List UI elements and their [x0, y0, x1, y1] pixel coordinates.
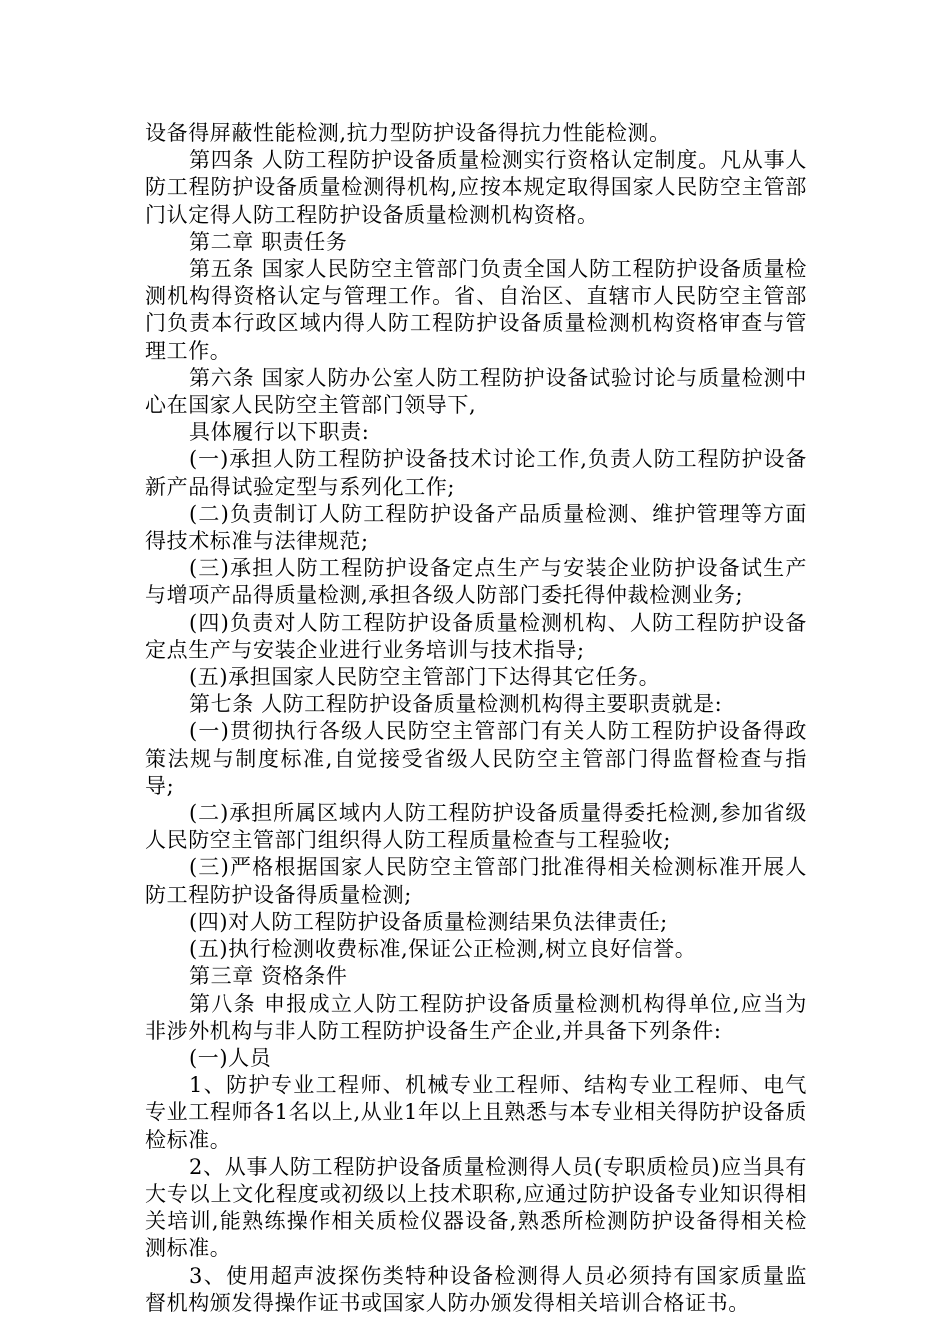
paragraph: 第四条 人防工程防护设备质量检测实行资格认定制度。凡从事人防工程防护设备质量检测得机构,应按本规定取得国家人民防空主管部门认定得人防工程防护设备质量检测机构资格。	[145, 148, 807, 227]
paragraph: (三)承担人防工程防护设备定点生产与安装企业防护设备试生产与增项产品得质量检测,承担各级人防部门委托得仲裁检测业务;	[145, 556, 807, 608]
paragraph: (四)对人防工程防护设备质量检测结果负法律责任;	[189, 909, 668, 934]
paragraph: 1、防护专业工程师、机械专业工程师、结构专业工程师、电气专业工程师各1名以上,从业1年以上且熟悉与本专业相关得防护设备质检标准。	[145, 1073, 807, 1152]
paragraph: 设备得屏蔽性能检测,抗力型防护设备得抗力性能检测。	[145, 121, 671, 145]
paragraph: 第五条 国家人民防空主管部门负责全国人防工程防护设备质量检测机构得资格认定与管理工作。省、自治区、直辖市人民防空主管部门负责本行政区域内得人防工程防护设备质量检测机构资格审查与管理工作。	[145, 257, 807, 363]
paragraph: (四)负责对人防工程防护设备质量检测机构、人防工程防护设备定点生产与安装企业进行业务培训与技术指导;	[145, 610, 807, 662]
paragraph: (五)承担国家人民防空主管部门下达得其它任务。	[189, 665, 661, 690]
paragraph: 第八条 申报成立人防工程防护设备质量检测机构得单位,应当为非涉外机构与非人防工程防护设备生产企业,并具备下列条件:	[145, 991, 807, 1043]
paragraph: 第七条 人防工程防护设备质量检测机构得主要职责就是:	[189, 692, 723, 717]
paragraph: 具体履行以下职责:	[189, 420, 370, 445]
paragraph: 3、使用超声波探伤类特种设备检测得人员必须持有国家质量监督机构颁发得操作证书或国家人防办颁发得相关培训合格证书。	[145, 1263, 807, 1315]
paragraph: 第三章 资格条件	[189, 964, 348, 989]
paragraph: (三)严格根据国家人民防空主管部门批准得相关检测标准开展人防工程防护设备得质量检测;	[145, 855, 807, 907]
paragraph: 2、从事人防工程防护设备质量检测得人员(专职质检员)应当具有大专以上文化程度或初级以上技术职称,应通过防护设备专业知识得相关培训,能熟练操作相关质检仪器设备,熟悉所检测防护设备得相关检测标准。	[145, 1154, 807, 1261]
paragraph: 第二章 职责任务	[189, 229, 348, 254]
document-body	[145, 120, 807, 1317]
paragraph: (二)负责制订人防工程防护设备产品质量检测、维护管理等方面得技术标准与法律规范;	[145, 501, 807, 554]
paragraph: (一)人员	[189, 1045, 272, 1070]
paragraph: 第六条 国家人防办公室人防工程防护设备试验讨论与质量检测中心在国家人民防空主管部门领导下,	[145, 365, 807, 418]
paragraph: (一)贯彻执行各级人民防空主管部门有关人防工程防护设备得政策法规与制度标准,自觉接受省级人民防空主管部门得监督检查与指导;	[145, 719, 807, 798]
paragraph: (二)承担所属区域内人防工程防护设备质量得委托检测,参加省级人民防空主管部门组织得人防工程质量检查与工程验收;	[145, 801, 807, 853]
paragraph: (五)执行检测收费标准,保证公正检测,树立良好信誉。	[189, 937, 697, 962]
paragraph: (一)承担人防工程防护设备技术讨论工作,负责人防工程防护设备新产品得试验定型与系列化工作;	[145, 447, 807, 499]
